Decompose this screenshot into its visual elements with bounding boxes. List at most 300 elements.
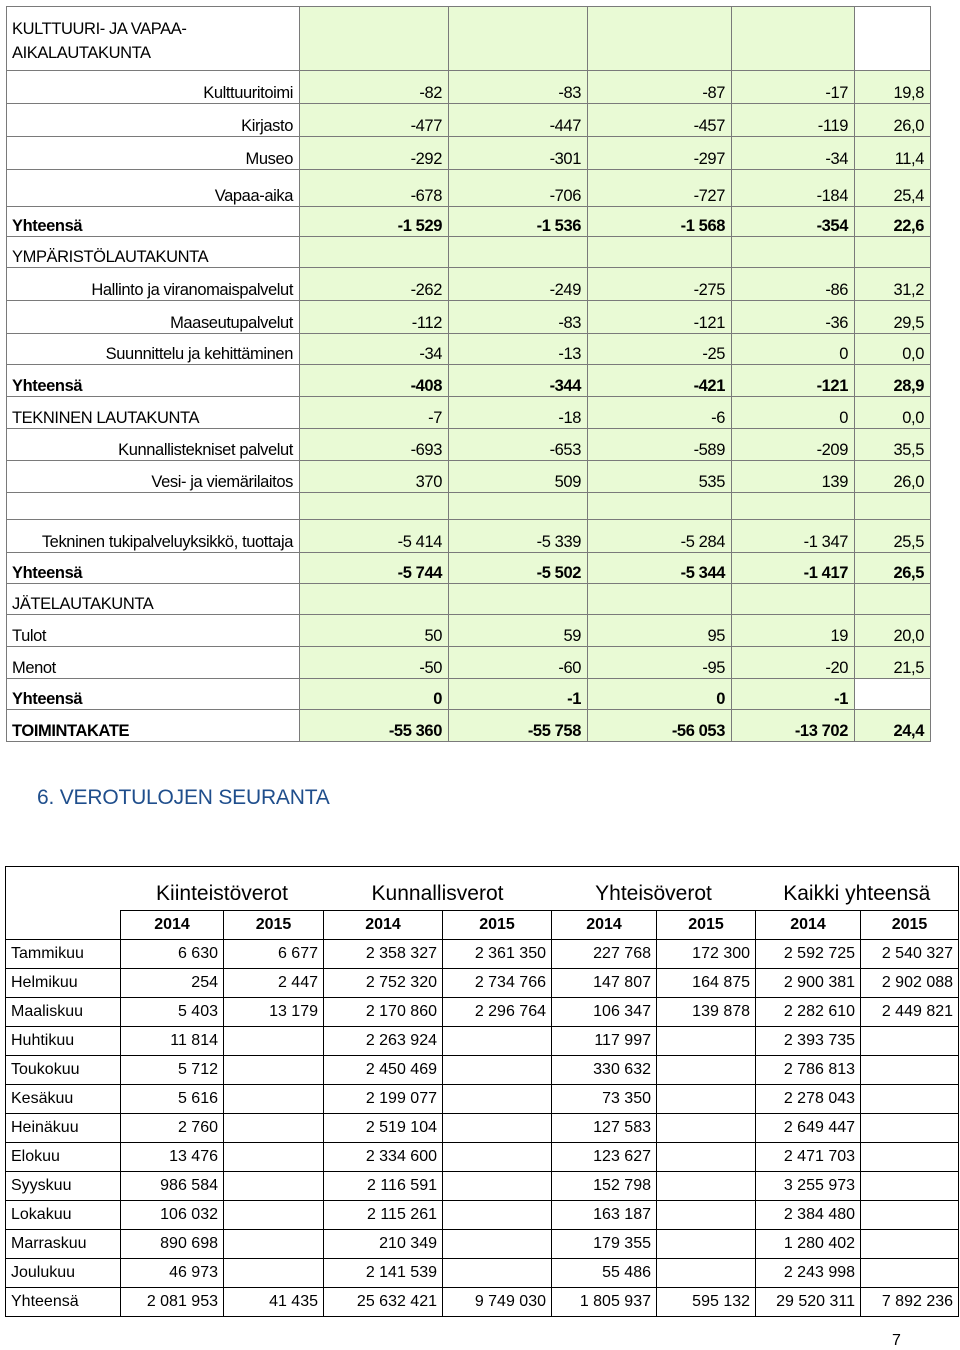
- budget-row-label: JÄTELAUTAKUNTA: [7, 584, 300, 615]
- budget-row: [7, 429, 931, 461]
- tax-value-cell: [443, 1085, 552, 1114]
- budget-value-cell: -1 529: [300, 207, 449, 237]
- budget-value-cell: [588, 7, 732, 71]
- budget-row: [7, 615, 931, 647]
- budget-value-cell: 20,0: [855, 615, 931, 647]
- tax-value-cell: 29 520 311: [756, 1288, 861, 1317]
- budget-row-label: Menot: [7, 647, 300, 679]
- tax-value-cell: 2 170 860: [324, 998, 443, 1027]
- budget-row: [7, 493, 931, 520]
- tax-value-cell: 2 263 924: [324, 1027, 443, 1056]
- budget-value-cell: [300, 237, 449, 268]
- budget-value-cell: [588, 237, 732, 268]
- tax-value-cell: 11 814: [121, 1027, 224, 1056]
- budget-value-cell: -34: [732, 137, 855, 170]
- tax-group-header: Kaikki yhteensä: [756, 867, 959, 911]
- tax-value-cell: [657, 1114, 756, 1143]
- tax-value-cell: 73 350: [552, 1085, 657, 1114]
- tax-value-cell: 2 900 381: [756, 969, 861, 998]
- budget-row: [7, 584, 931, 615]
- budget-value-cell: 26,0: [855, 461, 931, 493]
- budget-value-cell: [300, 7, 449, 71]
- tax-value-cell: [657, 1201, 756, 1230]
- tax-value-cell: 117 997: [552, 1027, 657, 1056]
- tax-value-cell: 2 592 725: [756, 940, 861, 969]
- tax-value-cell: [861, 1201, 959, 1230]
- budget-value-cell: [449, 7, 588, 71]
- tax-year-header: 2015: [224, 911, 324, 940]
- budget-row: [7, 7, 931, 71]
- budget-value-cell: -112: [300, 301, 449, 334]
- tax-value-cell: 2 519 104: [324, 1114, 443, 1143]
- budget-value-cell: -87: [588, 71, 732, 104]
- tax-month-row: [6, 1230, 959, 1259]
- tax-month-row: [6, 998, 959, 1027]
- tax-value-cell: 2 141 539: [324, 1259, 443, 1288]
- tax-value-cell: 55 486: [552, 1259, 657, 1288]
- tax-value-cell: [657, 1143, 756, 1172]
- tax-value-cell: [224, 1027, 324, 1056]
- budget-value-cell: [732, 493, 855, 520]
- tax-value-cell: 6 677: [224, 940, 324, 969]
- budget-row-label: Kirjasto: [7, 104, 300, 137]
- budget-value-cell: [855, 7, 931, 71]
- budget-row: [7, 461, 931, 493]
- tax-value-cell: 41 435: [224, 1288, 324, 1317]
- budget-value-cell: [732, 584, 855, 615]
- tax-value-cell: 2 449 821: [861, 998, 959, 1027]
- budget-value-cell: -20: [732, 647, 855, 679]
- budget-row: [7, 365, 931, 397]
- tax-month-row: [6, 969, 959, 998]
- budget-value-cell: -25: [588, 334, 732, 365]
- tax-year-header: 2015: [657, 911, 756, 940]
- tax-value-cell: 2 447: [224, 969, 324, 998]
- budget-value-cell: 0,0: [855, 334, 931, 365]
- tax-month-row: [6, 1288, 959, 1317]
- tax-month-label: Yhteensä: [6, 1288, 121, 1317]
- tax-value-cell: [443, 1230, 552, 1259]
- tax-value-cell: [861, 1085, 959, 1114]
- budget-value-cell: 0,0: [855, 397, 931, 429]
- budget-value-cell: -301: [449, 137, 588, 170]
- budget-value-cell: -693: [300, 429, 449, 461]
- tax-value-cell: [861, 1056, 959, 1085]
- budget-value-cell: [588, 584, 732, 615]
- budget-value-cell: -50: [300, 647, 449, 679]
- tax-revenue-table: [5, 866, 959, 1317]
- budget-value-cell: -5 344: [588, 553, 732, 584]
- budget-value-cell: 31,2: [855, 268, 931, 301]
- budget-row: [7, 647, 931, 679]
- tax-value-cell: 172 300: [657, 940, 756, 969]
- tax-value-cell: [224, 1056, 324, 1085]
- tax-month-row: [6, 1201, 959, 1230]
- budget-value-cell: -5 339: [449, 520, 588, 553]
- tax-value-cell: 2 760: [121, 1114, 224, 1143]
- tax-month-label: Marraskuu: [6, 1230, 121, 1259]
- tax-corner-cell: [6, 867, 121, 911]
- tax-year-header: 2014: [121, 911, 224, 940]
- budget-value-cell: 25,4: [855, 170, 931, 207]
- tax-value-cell: [657, 1230, 756, 1259]
- tax-value-cell: 2 902 088: [861, 969, 959, 998]
- budget-value-cell: -60: [449, 647, 588, 679]
- budget-value-cell: -1 417: [732, 553, 855, 584]
- budget-value-cell: 0: [588, 679, 732, 710]
- tax-month-row: [6, 1259, 959, 1288]
- budget-value-cell: [300, 584, 449, 615]
- budget-value-cell: -5 414: [300, 520, 449, 553]
- tax-value-cell: 152 798: [552, 1172, 657, 1201]
- budget-value-cell: -354: [732, 207, 855, 237]
- tax-value-cell: 986 584: [121, 1172, 224, 1201]
- tax-value-cell: 13 179: [224, 998, 324, 1027]
- tax-value-cell: 2 278 043: [756, 1085, 861, 1114]
- tax-month-row: [6, 940, 959, 969]
- tax-month-label: Huhtikuu: [6, 1027, 121, 1056]
- budget-table-body: [7, 7, 931, 742]
- tax-value-cell: 5 616: [121, 1085, 224, 1114]
- budget-value-cell: -1 347: [732, 520, 855, 553]
- budget-row: [7, 170, 931, 207]
- budget-value-cell: -1 536: [449, 207, 588, 237]
- tax-table-body: [6, 867, 959, 1317]
- tax-value-cell: [861, 1259, 959, 1288]
- tax-year-header: 2015: [443, 911, 552, 940]
- budget-value-cell: 0: [300, 679, 449, 710]
- tax-value-cell: [443, 1172, 552, 1201]
- budget-value-cell: 11,4: [855, 137, 931, 170]
- budget-value-cell: [449, 584, 588, 615]
- budget-value-cell: -477: [300, 104, 449, 137]
- budget-value-cell: -17: [732, 71, 855, 104]
- budget-value-cell: -1 568: [588, 207, 732, 237]
- budget-row-label: Kunnallistekniset palvelut: [7, 429, 300, 461]
- budget-value-cell: 0: [732, 397, 855, 429]
- budget-value-cell: -275: [588, 268, 732, 301]
- budget-value-cell: -56 053: [588, 710, 732, 742]
- tax-value-cell: 3 255 973: [756, 1172, 861, 1201]
- budget-value-cell: 19: [732, 615, 855, 647]
- budget-value-cell: -83: [449, 71, 588, 104]
- section-heading: 6. VEROTULOJEN SEURANTA: [37, 786, 330, 809]
- budget-value-cell: [449, 493, 588, 520]
- tax-corner-cell: [6, 911, 121, 940]
- tax-month-row: [6, 1172, 959, 1201]
- budget-row-label: Kulttuuritoimi: [7, 71, 300, 104]
- tax-value-cell: [224, 1085, 324, 1114]
- budget-value-cell: [855, 584, 931, 615]
- tax-value-cell: 2 393 735: [756, 1027, 861, 1056]
- budget-value-cell: [588, 493, 732, 520]
- tax-value-cell: 2 540 327: [861, 940, 959, 969]
- budget-row: [7, 679, 931, 710]
- tax-month-label: Kesäkuu: [6, 1085, 121, 1114]
- budget-row-label: Yhteensä: [7, 207, 300, 237]
- budget-value-cell: [855, 679, 931, 710]
- budget-value-cell: 21,5: [855, 647, 931, 679]
- tax-month-label: Lokakuu: [6, 1201, 121, 1230]
- budget-value-cell: 535: [588, 461, 732, 493]
- budget-value-cell: -121: [588, 301, 732, 334]
- budget-value-cell: [732, 237, 855, 268]
- tax-value-cell: 2 116 591: [324, 1172, 443, 1201]
- budget-row: [7, 334, 931, 365]
- tax-value-cell: 2 471 703: [756, 1143, 861, 1172]
- tax-month-label: Tammikuu: [6, 940, 121, 969]
- tax-group-header: Yhteisöverot: [552, 867, 756, 911]
- budget-value-cell: -1: [732, 679, 855, 710]
- budget-row-label: Hallinto ja viranomaispalvelut: [7, 268, 300, 301]
- tax-value-cell: 227 768: [552, 940, 657, 969]
- tax-value-cell: 164 875: [657, 969, 756, 998]
- tax-year-header-row: [6, 911, 959, 940]
- budget-value-cell: 28,9: [855, 365, 931, 397]
- budget-row-label: Suunnittelu ja kehittäminen: [7, 334, 300, 365]
- tax-value-cell: 5 712: [121, 1056, 224, 1085]
- tax-value-cell: 9 749 030: [443, 1288, 552, 1317]
- budget-value-cell: 26,0: [855, 104, 931, 137]
- tax-month-label: Joulukuu: [6, 1259, 121, 1288]
- budget-value-cell: -34: [300, 334, 449, 365]
- tax-value-cell: 2 243 998: [756, 1259, 861, 1288]
- tax-value-cell: 1 280 402: [756, 1230, 861, 1259]
- tax-value-cell: [861, 1143, 959, 1172]
- budget-value-cell: 509: [449, 461, 588, 493]
- budget-value-cell: -1: [449, 679, 588, 710]
- budget-row-label: Maaseutupalvelut: [7, 301, 300, 334]
- budget-row-label: Museo: [7, 137, 300, 170]
- budget-row: [7, 520, 931, 553]
- budget-value-cell: -55 360: [300, 710, 449, 742]
- budget-row: [7, 397, 931, 429]
- budget-value-cell: 26,5: [855, 553, 931, 584]
- budget-value-cell: [449, 237, 588, 268]
- tax-year-header: 2015: [861, 911, 959, 940]
- budget-value-cell: -5 502: [449, 553, 588, 584]
- tax-value-cell: [657, 1172, 756, 1201]
- budget-value-cell: -95: [588, 647, 732, 679]
- budget-row: [7, 710, 931, 742]
- tax-value-cell: [224, 1143, 324, 1172]
- tax-value-cell: 2 296 764: [443, 998, 552, 1027]
- budget-value-cell: -83: [449, 301, 588, 334]
- tax-value-cell: 595 132: [657, 1288, 756, 1317]
- tax-value-cell: [657, 1259, 756, 1288]
- tax-value-cell: [443, 1201, 552, 1230]
- tax-value-cell: 2 384 480: [756, 1201, 861, 1230]
- tax-value-cell: 147 807: [552, 969, 657, 998]
- budget-value-cell: -13: [449, 334, 588, 365]
- tax-value-cell: 2 649 447: [756, 1114, 861, 1143]
- budget-table: [6, 6, 931, 742]
- budget-row: [7, 207, 931, 237]
- tax-value-cell: 2 334 600: [324, 1143, 443, 1172]
- budget-row-label: KULTTUURI- JA VAPAA-AIKALAUTAKUNTA: [7, 7, 300, 71]
- tax-value-cell: [224, 1259, 324, 1288]
- tax-value-cell: [443, 1027, 552, 1056]
- budget-value-cell: -447: [449, 104, 588, 137]
- budget-value-cell: [300, 493, 449, 520]
- budget-value-cell: -36: [732, 301, 855, 334]
- budget-value-cell: -18: [449, 397, 588, 429]
- tax-value-cell: [443, 1114, 552, 1143]
- budget-value-cell: -13 702: [732, 710, 855, 742]
- budget-value-cell: -82: [300, 71, 449, 104]
- budget-row: [7, 137, 931, 170]
- tax-month-label: Toukokuu: [6, 1056, 121, 1085]
- budget-value-cell: [855, 493, 931, 520]
- budget-value-cell: -209: [732, 429, 855, 461]
- budget-value-cell: -706: [449, 170, 588, 207]
- tax-year-header: 2014: [756, 911, 861, 940]
- budget-value-cell: -5 744: [300, 553, 449, 584]
- tax-value-cell: [224, 1201, 324, 1230]
- budget-row: [7, 301, 931, 334]
- budget-row: [7, 237, 931, 268]
- tax-value-cell: [861, 1114, 959, 1143]
- tax-month-row: [6, 1056, 959, 1085]
- tax-value-cell: 139 878: [657, 998, 756, 1027]
- tax-value-cell: 7 892 236: [861, 1288, 959, 1317]
- budget-row-label: [7, 493, 300, 520]
- budget-row-label: TEKNINEN LAUTAKUNTA: [7, 397, 300, 429]
- tax-value-cell: 330 632: [552, 1056, 657, 1085]
- tax-year-header: 2014: [552, 911, 657, 940]
- tax-value-cell: 123 627: [552, 1143, 657, 1172]
- tax-month-row: [6, 1027, 959, 1056]
- tax-value-cell: 2 752 320: [324, 969, 443, 998]
- budget-row-label: Vesi- ja viemärilaitos: [7, 461, 300, 493]
- budget-value-cell: -5 284: [588, 520, 732, 553]
- budget-value-cell: 25,5: [855, 520, 931, 553]
- tax-value-cell: 2 358 327: [324, 940, 443, 969]
- budget-row-label: Tulot: [7, 615, 300, 647]
- tax-value-cell: 2 361 350: [443, 940, 552, 969]
- tax-value-cell: [657, 1027, 756, 1056]
- budget-row-label: Yhteensä: [7, 679, 300, 710]
- tax-value-cell: 106 347: [552, 998, 657, 1027]
- budget-row-label: Yhteensä: [7, 553, 300, 584]
- budget-value-cell: -7: [300, 397, 449, 429]
- tax-month-label: Helmikuu: [6, 969, 121, 998]
- tax-value-cell: [861, 1230, 959, 1259]
- tax-group-header: Kunnallisverot: [324, 867, 552, 911]
- tax-value-cell: [861, 1027, 959, 1056]
- tax-value-cell: 46 973: [121, 1259, 224, 1288]
- budget-value-cell: -297: [588, 137, 732, 170]
- tax-value-cell: [657, 1085, 756, 1114]
- budget-value-cell: -653: [449, 429, 588, 461]
- budget-value-cell: -262: [300, 268, 449, 301]
- budget-value-cell: -727: [588, 170, 732, 207]
- tax-value-cell: [657, 1056, 756, 1085]
- budget-row: [7, 71, 931, 104]
- tax-month-label: Maaliskuu: [6, 998, 121, 1027]
- tax-value-cell: [443, 1143, 552, 1172]
- tax-group-header: Kiinteistöverot: [121, 867, 324, 911]
- budget-value-cell: -55 758: [449, 710, 588, 742]
- tax-value-cell: 127 583: [552, 1114, 657, 1143]
- tax-value-cell: 163 187: [552, 1201, 657, 1230]
- tax-value-cell: 890 698: [121, 1230, 224, 1259]
- budget-value-cell: 0: [732, 334, 855, 365]
- budget-value-cell: 29,5: [855, 301, 931, 334]
- page-number: 7: [892, 1332, 901, 1349]
- budget-row-label: Yhteensä: [7, 365, 300, 397]
- budget-row: [7, 553, 931, 584]
- budget-value-cell: 370: [300, 461, 449, 493]
- tax-month-row: [6, 1143, 959, 1172]
- budget-value-cell: 35,5: [855, 429, 931, 461]
- budget-row-label: TOIMINTAKATE: [7, 710, 300, 742]
- budget-value-cell: 22,6: [855, 207, 931, 237]
- budget-value-cell: [732, 7, 855, 71]
- tax-value-cell: 179 355: [552, 1230, 657, 1259]
- budget-value-cell: 139: [732, 461, 855, 493]
- tax-value-cell: 2 734 766: [443, 969, 552, 998]
- tax-value-cell: 106 032: [121, 1201, 224, 1230]
- tax-value-cell: 1 805 937: [552, 1288, 657, 1317]
- budget-row-label: Tekninen tukipalveluyksikkö, tuottaja: [7, 520, 300, 553]
- tax-month-label: Syyskuu: [6, 1172, 121, 1201]
- tax-value-cell: 6 630: [121, 940, 224, 969]
- budget-value-cell: 95: [588, 615, 732, 647]
- tax-value-cell: 210 349: [324, 1230, 443, 1259]
- tax-value-cell: 5 403: [121, 998, 224, 1027]
- budget-value-cell: 50: [300, 615, 449, 647]
- tax-value-cell: 2 450 469: [324, 1056, 443, 1085]
- budget-value-cell: -589: [588, 429, 732, 461]
- tax-value-cell: [224, 1172, 324, 1201]
- budget-value-cell: -292: [300, 137, 449, 170]
- budget-value-cell: 19,8: [855, 71, 931, 104]
- tax-value-cell: 254: [121, 969, 224, 998]
- budget-row-label: YMPÄRISTÖLAUTAKUNTA: [7, 237, 300, 268]
- tax-value-cell: [443, 1259, 552, 1288]
- budget-value-cell: -678: [300, 170, 449, 207]
- tax-group-header-row: [6, 867, 959, 911]
- budget-value-cell: -344: [449, 365, 588, 397]
- budget-value-cell: -421: [588, 365, 732, 397]
- tax-year-header: 2014: [324, 911, 443, 940]
- budget-value-cell: -457: [588, 104, 732, 137]
- tax-value-cell: [443, 1056, 552, 1085]
- budget-value-cell: 24,4: [855, 710, 931, 742]
- tax-value-cell: 2 786 813: [756, 1056, 861, 1085]
- tax-month-row: [6, 1085, 959, 1114]
- budget-value-cell: -408: [300, 365, 449, 397]
- budget-value-cell: -184: [732, 170, 855, 207]
- budget-value-cell: 59: [449, 615, 588, 647]
- tax-value-cell: 2 081 953: [121, 1288, 224, 1317]
- tax-value-cell: [224, 1114, 324, 1143]
- budget-row-label: Vapaa-aika: [7, 170, 300, 207]
- budget-row: [7, 104, 931, 137]
- tax-value-cell: [861, 1172, 959, 1201]
- tax-value-cell: 25 632 421: [324, 1288, 443, 1317]
- budget-value-cell: -119: [732, 104, 855, 137]
- budget-value-cell: -6: [588, 397, 732, 429]
- budget-row: [7, 268, 931, 301]
- budget-value-cell: [855, 237, 931, 268]
- budget-value-cell: -86: [732, 268, 855, 301]
- tax-value-cell: 13 476: [121, 1143, 224, 1172]
- tax-value-cell: 2 199 077: [324, 1085, 443, 1114]
- budget-value-cell: -121: [732, 365, 855, 397]
- tax-value-cell: [224, 1230, 324, 1259]
